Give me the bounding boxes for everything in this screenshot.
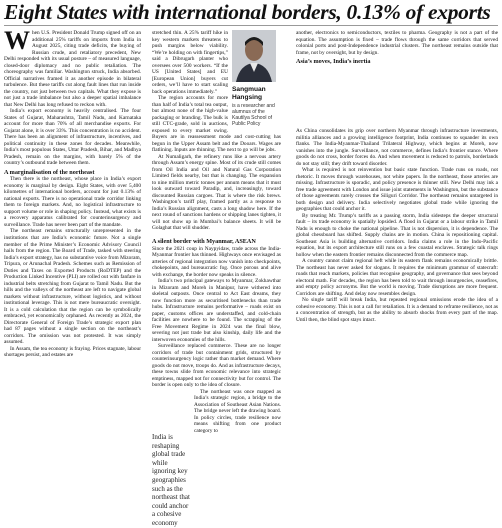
subheading: Asia’s moves, India’s inertia	[296, 58, 371, 66]
paragraph: The northeast was once mapped as India’s strategic region, a bridge to the Association of Southeast Asian Nations. The bridge never left the drawing board. In policy circles, trade resilience now means shifting from one product category to	[194, 388, 281, 434]
paragraph: In Assam, the tea economy is fraying. Prices stagnate, labour shortages persist, and estates are	[4, 345, 141, 359]
paragraph: The region accounts for more than half of India’s total tea output, but almost none of the high-value packaging or branding. The bulk is still CTC-grade, sold in auctions, exposed to every market swing. Buyers are in reassessment mode and cost-cutting has begun in the Upper Assam belt and the Dooars. Wages are flatlining. Inputs are thinning. The next to go will be jobs.	[152, 95, 281, 154]
paragraph: hen U.S. President Donald Trump signed off on an additional 25% tariffs on imports from India in August 2025, citing trade deficits, the buying of Russian crude, and retaliatory precedent, New Delhi responded with its usual posture – of measured language, closed-door diplomacy and no public retaliation. The choreography was familiar. Washington struck, India absorbed. Official narratives framed it as another episode in bilateral turbulence. But these tariffs cut along fault lines that run inside the country, not just between two capitals. What they expose is not just a trade imbalance but also a deeper spatial imbalance that New Delhi has long refused to reckon with.	[4, 30, 141, 108]
headline: Eight States with international borders, 0.13% of exports	[4, 0, 491, 24]
paragraph: What is required is not reinvention but basic state function. Trade runs on roads, not rhetoric. It moves through warehouses, not white papers. In the northeast, those arteries are missing. Infrastructure is sporadic, and policy presence is thinner still. New Delhi may ink a free trade agreement with London and issue joint statements in Washington, but the substance of those agreements rarely crosses the Siliguri Corridor. The northeast remains untargeted in both design and delivery. India selectively negotiates global trade while ignoring the geographies that could anchor it.	[296, 167, 498, 213]
column-1	[4, 26, 141, 359]
subheading: A marginalisation of the northeast	[4, 168, 95, 176]
paragraph: Surveillance replaced commerce. These are no longer corridors of trade but containment grids, structured by counterinsurgency logic rather than market demand. Where goods do not move, troops do. And as infrastructure decays, these towns slide from economic relevance into strategic emptiness, mapped not for connectivity but for control. The border is open only to the idea of closure.	[152, 343, 281, 389]
column-3-top	[296, 30, 498, 66]
paragraph: India’s two principal gateways to Myanmar, Zokhawthar in Mizoram and Moreh in Manipur, have withered into skeletal outposts. Once central to Act East dreams, they now function more as securitised bottlenecks than trade hubs. Infrastructure remains performative – roads exist on paper, customs offices are understaffed, and cold-chain facilities are nowhere to be found. The scrapping of the Free Movement Regime in 2024 was the final blow, severing not just trade but also kinship, daily life and the interwoven economies of the hills.	[152, 278, 281, 343]
paragraph: India’s export economy is heavily centralised. The four States of Gujarat, Maharashtra, Tamil Nadu, and Karnataka account for more than 70% of all merchandise exports. For Gujarat alone, it is over 33%. This concentration is no accident. There has been an alignment of infrastructure, incentives, and political continuity in these zones for decades. Meanwhile, India’s most populous States, Uttar Pradesh, Bihar, and Madhya Pradesh, remain on the margins, with barely 5% of the country’s outbound trade between them.	[4, 108, 141, 167]
byline-spacer	[228, 30, 281, 128]
drop-cap: W	[4, 26, 30, 55]
paragraph: At Numaligarh, the refinery runs like a nervous artery through Assam’s energy spine. Most of its crude still comes from Oil India and Oil and Natural Gas Corporation Limited fields nearby, but that is changing. The expansion to nine million metric tonnes per annum means that it must look outward toward Paradip, and, increasingly, toward discounted Russian cargoes. That is where the risk brews. Washington’s tariff play, framed partly as a response to India’s Russian alignment, casts a long shadow here. If the next round of sanctions hardens or shipping lanes tighten, it will not show up in Mumbai’s balance sheets. It will be Golaghat that will shudder.	[152, 153, 281, 232]
paragraph: another, electronics to semiconductors, textiles to pharma. Geography is not a part of the equation. The assumption is fixed – trade flows through the same corridors that served colonial ports and post-Independence industrial clusters. The northeast remains outside that frame, not by oversight, but by design.	[296, 30, 498, 56]
paragraph: A country cannot claim regional heft while its eastern flank remains economically brittle. The northeast has never asked for slogans. It requires the minimum grammar of statecraft: roads that reach markets, policies that recognise geography, and governance that sees beyond electoral math. For decades, the region has been told to wait through insurgencies, ceasefires, and empty policy acronyms. But the world is moving. Trade disruptions are more frequent. Corridors are shifting. And delay now resembles design.	[296, 258, 498, 297]
author-name: Sangmuan Hangsing	[232, 86, 266, 101]
subheading: A silent border with Myanmar, ASEAN	[152, 238, 256, 245]
paragraph: No single tariff will break India, but repeated regional omissions erode the idea of a cohesive economy. This is not a call for retaliation. It is a demand to reframe resilience, not as a concentration of strength, but as the ability to absorb shocks from every part of the map. Until then, the blind spot stays intact.	[296, 297, 498, 323]
pull-quote: India is reshaping global trade while ignoring key geographies such as the northeast that could anchor a cohesive economy	[152, 433, 190, 527]
author-role: is a researcher and alumnus of the Kautilya School of Public Policy	[232, 103, 275, 127]
column-3-bottom	[296, 128, 498, 323]
paragraph: Since the 2021 coup in Naypyidaw, trade across the India-Myanmar frontier has thinned. Highways once envisaged as arteries of regional integration now vanish into checkpoints, chokepoints, and bureaucratic fog. Once porous and alive with exchange, the border now speaks in silence.	[152, 245, 281, 278]
paragraph: Then there is the northeast, whose place in India’s export economy is marginal by design. Eight States, with over 5,400 kilometres of international borders, account for just 0.13% of national exports. There is no operational trade corridor linking them to foreign markets. And, no logistical infrastructure to support volume or role in shaping policy. Instead, what exists is a recovery apparatus calibrated for counterinsurgency and surveillance. Trade has never been part of the mandate.	[4, 176, 141, 228]
paragraph: By treating Mr. Trump’s tariffs as a passing storm, India sidesteps the deeper structural fault – its trade economy is spatially lopsided. A flood in Gujarat or a labour strike in Tamil Nadu is enough to choke the national pipeline. That is not dispersion, it is dependence. The global chessboard has shifted. Supply chains are in motion. China is repositioning capital. Southeast Asia is building alternative corridors. India claims a role in the Indo-Pacific equation, but its export architecture still runs on a few coastal enclaves. Strategic talk rings hollow when the eastern frontier remains disconnected from the commerce map.	[296, 212, 498, 258]
column-2-bottom	[152, 236, 281, 434]
headline-rule	[4, 25, 498, 26]
paragraph: The northeast remains structurally unrepresented in the institutions that are India’s economic future. Not a single member of the Prime Minister’s Economic Advisory Council hails from the region. The Board of Trade, tasked with steering India’s export strategy, has no substantive voice from Mizoram, Tripura, or Arunachal Pradesh. Schemes such as Remission of Duties and Taxes on Exported Products (RoDTEP) and the Production Linked Incentive (PLI) are rolled out with fanfare in industrial belts stretching from Gujarat to Tamil Nadu. But the hills and the valleys of the northeast are left to navigate global markets without infrastructure, without logistics, and without institutional leverage. This is not mere bureaucratic oversight. It is a cold calculation that the region can be symbolically embraced, yet economically orphaned. As recently as 2024, the Directorate General of Foreign Trade’s strategic export plan had 87 pages without a single section on the northeast’s corridors. The omission was not protested. It was simply assumed.	[4, 228, 141, 346]
paragraph: stretched thin. A 25% tariff hike in key western markets threatens to push margins below viability. “We’re holding on with fingertips,” said a Dibrugarh planter who oversees over 500 workers. “If the US [United States] and EU [European Union] buyers cut orders, we’ll have to start scaling back operations immediately.”	[152, 30, 228, 95]
paragraph: As China consolidates its grip over northern Myanmar through infrastructure investments, militia alliances and a growing intelligence footprint, India continues to squander its own flanks. The India-Myanmar-Thailand Trilateral Highway, which begins at Moreh, now vanishes into the jungle. Surveillance, not commerce, defines India’s frontier stance. Where goods do not cross, border forces do. And when movement is reduced to patrols, borderlands do not stay still; they drift toward disorder.	[296, 128, 498, 167]
column-2-top	[152, 30, 281, 232]
